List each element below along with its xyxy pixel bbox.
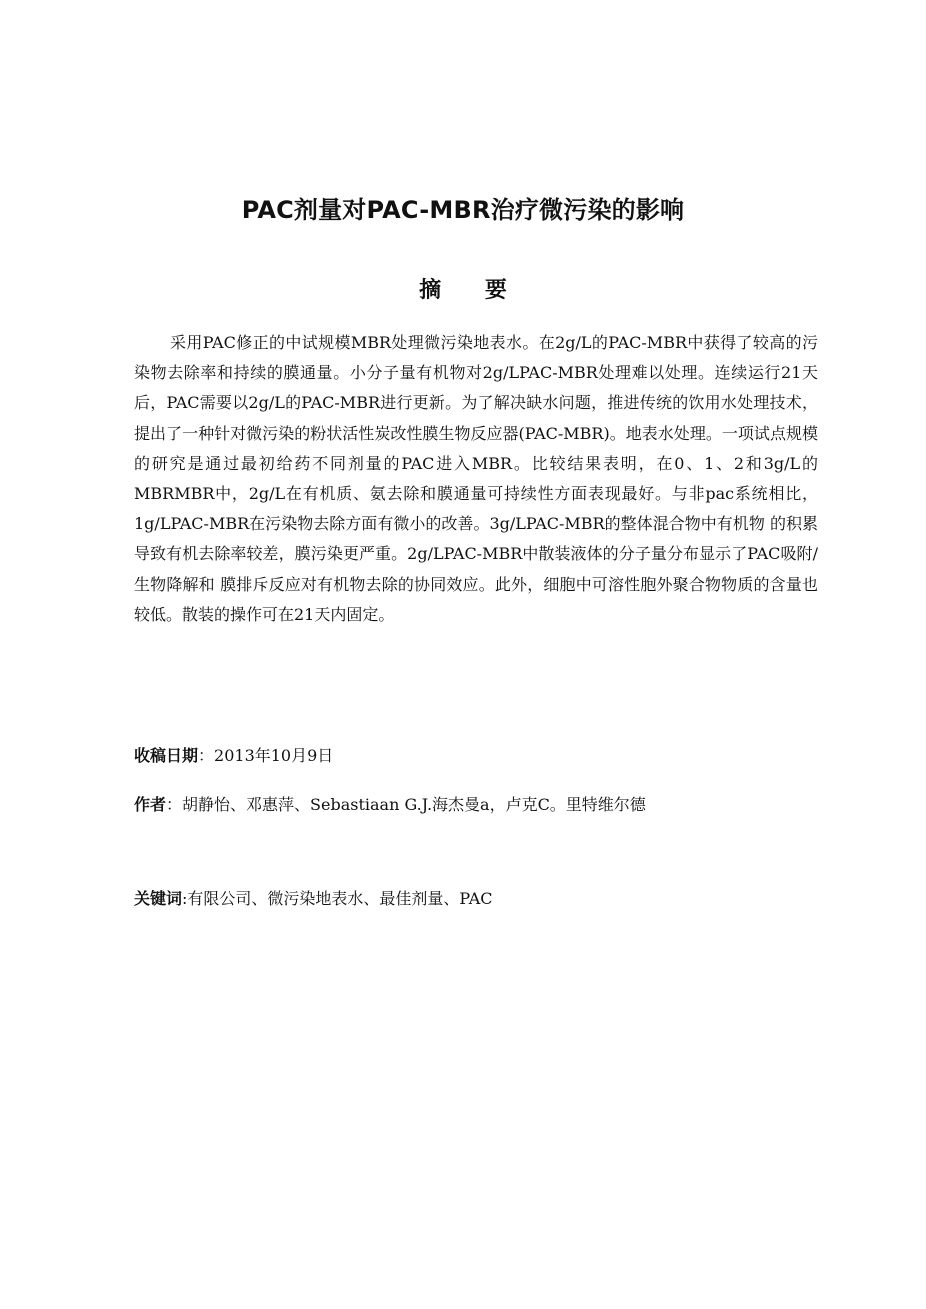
keywords-value: 有限公司、微污染地表水、最佳剂量、PAC <box>187 889 493 908</box>
authors-value: 胡静怡、邓惠萍、Sebastiaan G.J.海杰曼a，卢克C。里特维尔德 <box>182 795 646 814</box>
paper-title: PAC剂量对PAC-MBR治疗微污染的影响 <box>241 196 685 224</box>
received-date-value: 2013年10月9日 <box>214 746 334 765</box>
keywords-label: 关键词 <box>134 889 183 908</box>
authors-separator: ： <box>166 795 183 814</box>
abstract-heading: 摘 要 <box>419 278 525 303</box>
keywords-separator: : <box>182 889 188 908</box>
keywords-line <box>134 886 818 912</box>
received-date-label: 收稿日期 <box>134 746 199 765</box>
abstract-body: 采用PAC修正的中试规模MBR处理微污染地表水。在2g/L的PAC-MBR中获得了较高的污染物去除率和持续的膜通量。小分子量有机物对2g/LPAC-MBR处理难以处理。连续运行21天后，PAC需要以2g/L的PAC-MBR进行更新。为了解决缺水问题，推进传统的饮用水处理技术，提出了一种针对微污染的粉状活性炭改性膜生物反应器(PAC-MBR)。地表水处理。一项试点规模的研究是通过最初给药不同剂量的PAC进入MBR。比较结果表明，在0、1、2和3g/L的MBRMBR中，2g/L在有机质、氨去除和膜通量可持续性方面表现最好。与非pac系统相比，1g/LPAC-MBR在污染物去除方面有微小的改善。3g/LPAC-MBR的整体混合物中有机物 的积累导致有机去除率较差，膜污染更严重。2g/LPAC-MBR中散装液体的分子量分布显示了PAC吸附/生物降解和 膜排斥反应对有机物去除的协同效应。此外，细胞中可溶性胞外聚合物物质的含量也较低。散装的操作可在21天内固定。 <box>134 333 818 624</box>
authors-line <box>134 792 818 818</box>
received-date-separator: ： <box>198 746 215 765</box>
received-date-line <box>134 743 818 769</box>
authors-label: 作者 <box>134 795 167 814</box>
